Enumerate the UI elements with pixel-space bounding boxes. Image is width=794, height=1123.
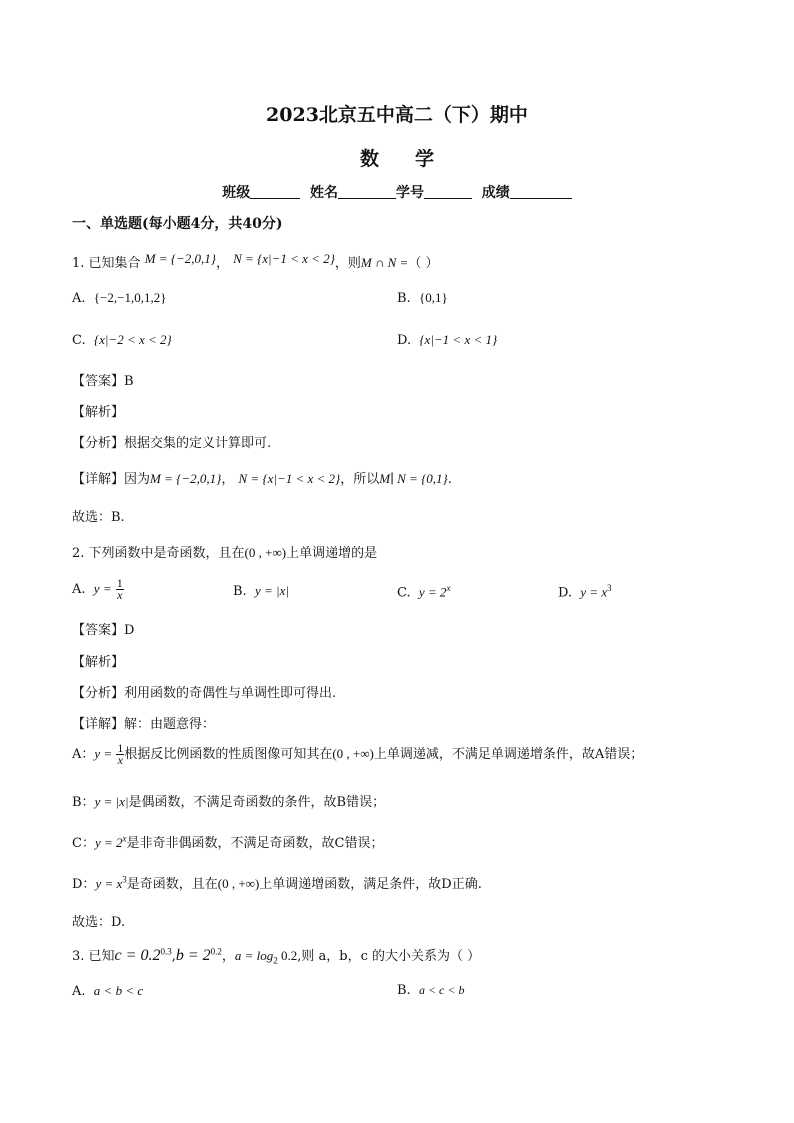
q1-paren: （ ）	[408, 256, 439, 271]
option-text: {0,1}	[418, 290, 448, 305]
q1-tail: ，则	[334, 256, 361, 271]
q2-option-a[interactable]	[72, 578, 124, 601]
option-label: B.	[397, 291, 411, 306]
q2-answer	[72, 619, 134, 638]
q2-line-b	[72, 791, 385, 810]
answer-value: B	[124, 374, 134, 389]
question-3-stem	[72, 945, 480, 966]
q1-option-c[interactable]	[72, 332, 172, 348]
q3-option-b[interactable]	[397, 983, 464, 998]
q1-expr: M ∩ N =	[360, 255, 409, 270]
xiangjie-text: 解：由题意得：	[124, 717, 216, 732]
q2-line-d	[72, 873, 482, 892]
q2-xiangjie	[72, 713, 215, 732]
option-text: a < c < b	[418, 983, 465, 997]
option-label: D.	[558, 585, 573, 601]
line-label: C：	[72, 836, 95, 851]
q3-tail: ,则 a，b，c 的大小关系为（ ）	[297, 949, 481, 964]
line-math: (0 , +∞)	[332, 746, 374, 761]
q2-option-d[interactable]	[558, 583, 612, 600]
line-label: B：	[72, 795, 95, 810]
option-label: D.	[397, 333, 412, 348]
option-label: C.	[72, 333, 86, 348]
line-text: 是非奇非偶函数，不满足奇函数，故C错误；	[126, 836, 384, 851]
xj-math: M = {−2,0,1}	[150, 471, 222, 486]
option-text: y = 2	[418, 584, 447, 600]
subscript: 2	[273, 955, 278, 966]
option-label: A.	[72, 582, 86, 597]
id-label: 学号	[396, 185, 424, 201]
score-blank[interactable]	[510, 184, 572, 199]
line-math: y =	[94, 746, 113, 761]
frac-den: x	[117, 588, 123, 602]
q1-option-b[interactable]	[397, 290, 448, 306]
xj-text: ，	[221, 472, 235, 487]
score-label: 成绩	[481, 185, 510, 201]
xiangjie-tag: 【详解】	[72, 472, 125, 487]
id-blank[interactable]	[424, 184, 472, 199]
exponent: x	[446, 583, 451, 593]
question-2-stem	[72, 542, 377, 561]
answer-tag: 【答案】	[72, 623, 125, 638]
frac-num: 1	[116, 576, 123, 590]
exponent: 3	[122, 874, 127, 885]
line-math: y = 2	[94, 835, 123, 850]
fenxi-tag: 【分析】	[72, 436, 125, 451]
frac-den: x	[117, 753, 123, 767]
q1-answer	[72, 370, 134, 389]
class-label: 班级	[222, 185, 251, 201]
option-label: B.	[397, 983, 411, 998]
student-info-line	[0, 182, 794, 202]
option-text: y = x	[580, 584, 608, 600]
fraction	[116, 578, 124, 601]
q3-math: a = log	[234, 948, 274, 963]
option-label: A.	[72, 291, 86, 306]
q3-sep: ,	[171, 949, 176, 964]
exponent: x	[122, 833, 127, 844]
exponent: 0.3	[160, 946, 172, 957]
option-text: {x|−1 < x < 1}	[419, 332, 498, 347]
q2-fenxi	[72, 682, 336, 701]
q3-math: c = 0.2	[114, 947, 161, 964]
xj-text: .	[447, 472, 452, 487]
line-text: 上单调递减，不满足单调递增条件，故A错误；	[373, 747, 644, 762]
line-label: D：	[72, 877, 96, 892]
section-title: 一、单选题(每小题4分，共40分)	[72, 216, 283, 232]
fenxi-text: 根据交集的定义计算即可.	[124, 436, 272, 451]
subject-char-2: 学	[415, 148, 435, 170]
line-math: y = x	[95, 876, 123, 891]
fenxi-text: 利用函数的奇偶性与单调性即可得出.	[124, 686, 337, 701]
q2-conclude: 故选：D.	[72, 915, 126, 930]
line-math: y = |x|	[94, 794, 129, 809]
q3-math: b = 2	[175, 947, 211, 964]
q1-sep: ，	[215, 256, 229, 271]
option-label: A.	[72, 984, 86, 999]
line-math: (0 , +∞)	[217, 876, 260, 891]
q3-option-a[interactable]	[72, 983, 143, 999]
option-label: B.	[233, 584, 247, 599]
q2-line-c	[72, 832, 383, 851]
q2-analysis-tag: 【解析】	[72, 655, 125, 670]
q2-option-c[interactable]	[397, 583, 450, 600]
line-text: 是奇函数，且在	[126, 877, 218, 892]
q3-prefix: 3. 已知	[72, 949, 115, 964]
q1-set-n: N = {x|−1 < x < 2}	[233, 251, 335, 266]
line-text: 上单调递增函数，满足条件，故D正确.	[259, 877, 482, 892]
q1-xiangjie	[72, 468, 452, 487]
option-label: C.	[397, 585, 411, 601]
q1-conclude: 故选：B.	[72, 510, 125, 525]
option-text: a < b < c	[93, 983, 144, 998]
line-text: 根据反比例函数的性质图像可知其在	[124, 747, 333, 762]
q2-stem: 2. 下列函数中是奇函数，且在	[72, 546, 245, 561]
answer-tag: 【答案】	[72, 374, 125, 389]
subject-char-1: 数	[359, 148, 379, 170]
q2-option-b[interactable]	[233, 583, 289, 599]
option-text: y = |x|	[254, 583, 289, 598]
exponent: 0.2	[210, 946, 222, 957]
question-1-stem	[72, 252, 438, 271]
answer-value: D	[124, 623, 135, 638]
q1-option-d[interactable]	[397, 332, 497, 348]
xiangjie-tag: 【详解】	[72, 717, 125, 732]
xj-text: ，所以	[340, 472, 380, 487]
option-text: {−2,−1,0,1,2}	[93, 290, 167, 305]
q1-fenxi	[72, 432, 271, 451]
line-label: A：	[72, 747, 95, 762]
q2-stem: 上单调递增的是	[286, 546, 378, 561]
q2-interval: (0 , +∞)	[244, 545, 287, 560]
name-blank[interactable]	[338, 184, 396, 199]
fenxi-tag: 【分析】	[72, 686, 125, 701]
class-blank[interactable]	[250, 184, 300, 199]
line-text: 是偶函数，不满足奇函数的条件，故B错误；	[128, 795, 386, 810]
xj-text: 因为	[124, 472, 151, 487]
xj-math: M∣ N = {0,1}	[379, 471, 448, 486]
q1-option-a[interactable]	[72, 290, 166, 306]
q1-set-m: M = {−2,0,1}	[144, 251, 216, 266]
xj-math: N = {x|−1 < x < 2}	[238, 471, 341, 486]
q1-analysis-tag: 【解析】	[72, 405, 125, 420]
frac-num: 1	[117, 741, 124, 755]
option-text: y =	[93, 581, 112, 596]
q2-line-a	[72, 743, 643, 766]
q1-prefix: 1. 已知集合	[72, 256, 141, 271]
option-text: {x|−2 < x < 2}	[93, 332, 172, 347]
q3-math: 0.2	[277, 948, 298, 963]
name-label: 姓名	[310, 185, 338, 201]
exponent: 3	[607, 583, 612, 593]
page-title: 2023北京五中高二（下）期中	[266, 104, 528, 126]
subject-title	[0, 144, 794, 171]
q3-sep: ，	[221, 949, 235, 964]
